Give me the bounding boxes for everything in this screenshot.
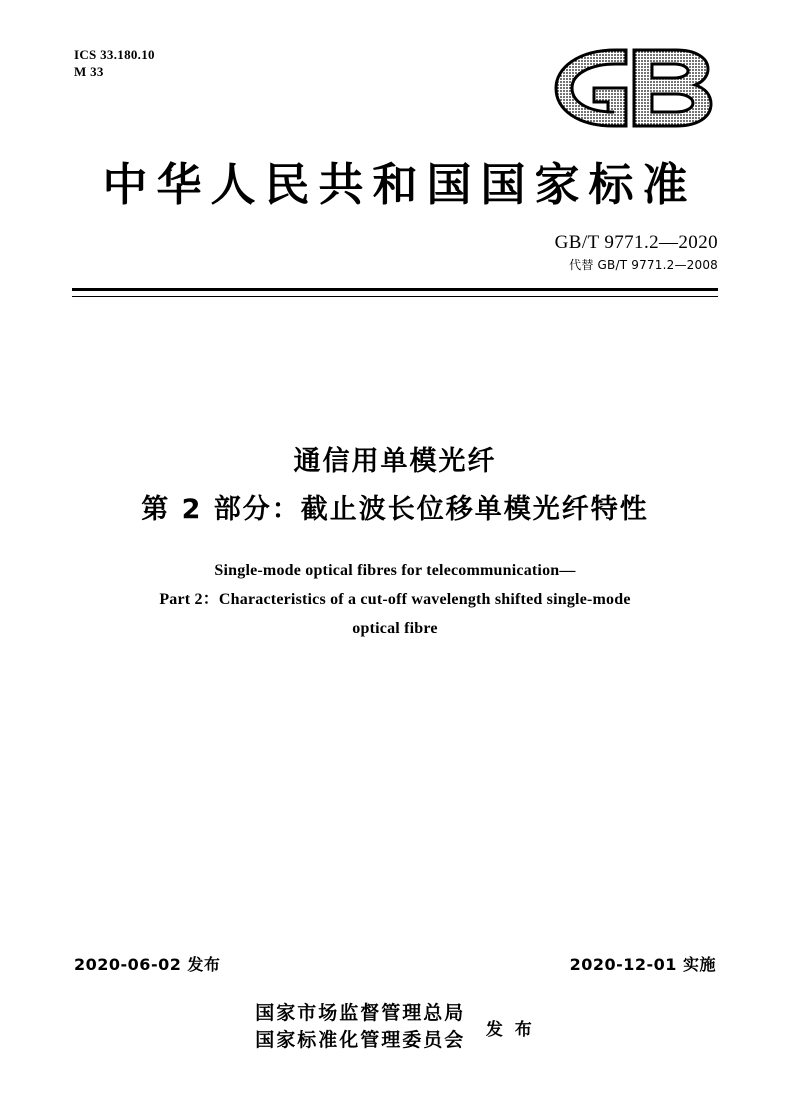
document-title-en	[120, 556, 670, 643]
ics-classification-block	[74, 46, 155, 80]
effective-date: 2020-12-01 实施	[569, 955, 716, 974]
ics-code: ICS 33.180.10	[74, 47, 155, 62]
standard-number: GB/T 9771.2—2020	[554, 232, 718, 253]
document-title-cn	[0, 438, 790, 534]
publisher-names	[255, 1000, 465, 1054]
publisher-line2: 国家标准化管理委员会	[255, 1029, 466, 1051]
divider-thin	[72, 296, 718, 297]
publisher-line1: 国家市场监督管理总局	[255, 1002, 466, 1024]
title-cn-line2: 第 2 部分：截止波长位移单模光纤特性	[141, 494, 649, 525]
standard-replaces: 代替 GB/T 9771.2—2008	[569, 258, 718, 272]
publisher-block	[0, 1000, 790, 1054]
title-en-line3: optical fibre	[352, 620, 438, 637]
title-cn-line1: 通信用单模光纤	[293, 446, 497, 477]
publisher-action: 发 布	[485, 1019, 535, 1040]
issue-date: 2020-06-02 发布	[74, 955, 221, 974]
national-standard-heading: 中华人民共和国国家标准	[102, 158, 697, 211]
title-en-line1: Single-mode optical fibres for telecommunication—	[214, 562, 576, 579]
divider-thick	[72, 288, 718, 291]
ccs-code: M 33	[74, 64, 104, 79]
gb-emblem-icon	[548, 42, 718, 134]
title-en-line2: Part 2：Characteristics of a cut-off wavelength shifted single-mode	[159, 591, 631, 608]
